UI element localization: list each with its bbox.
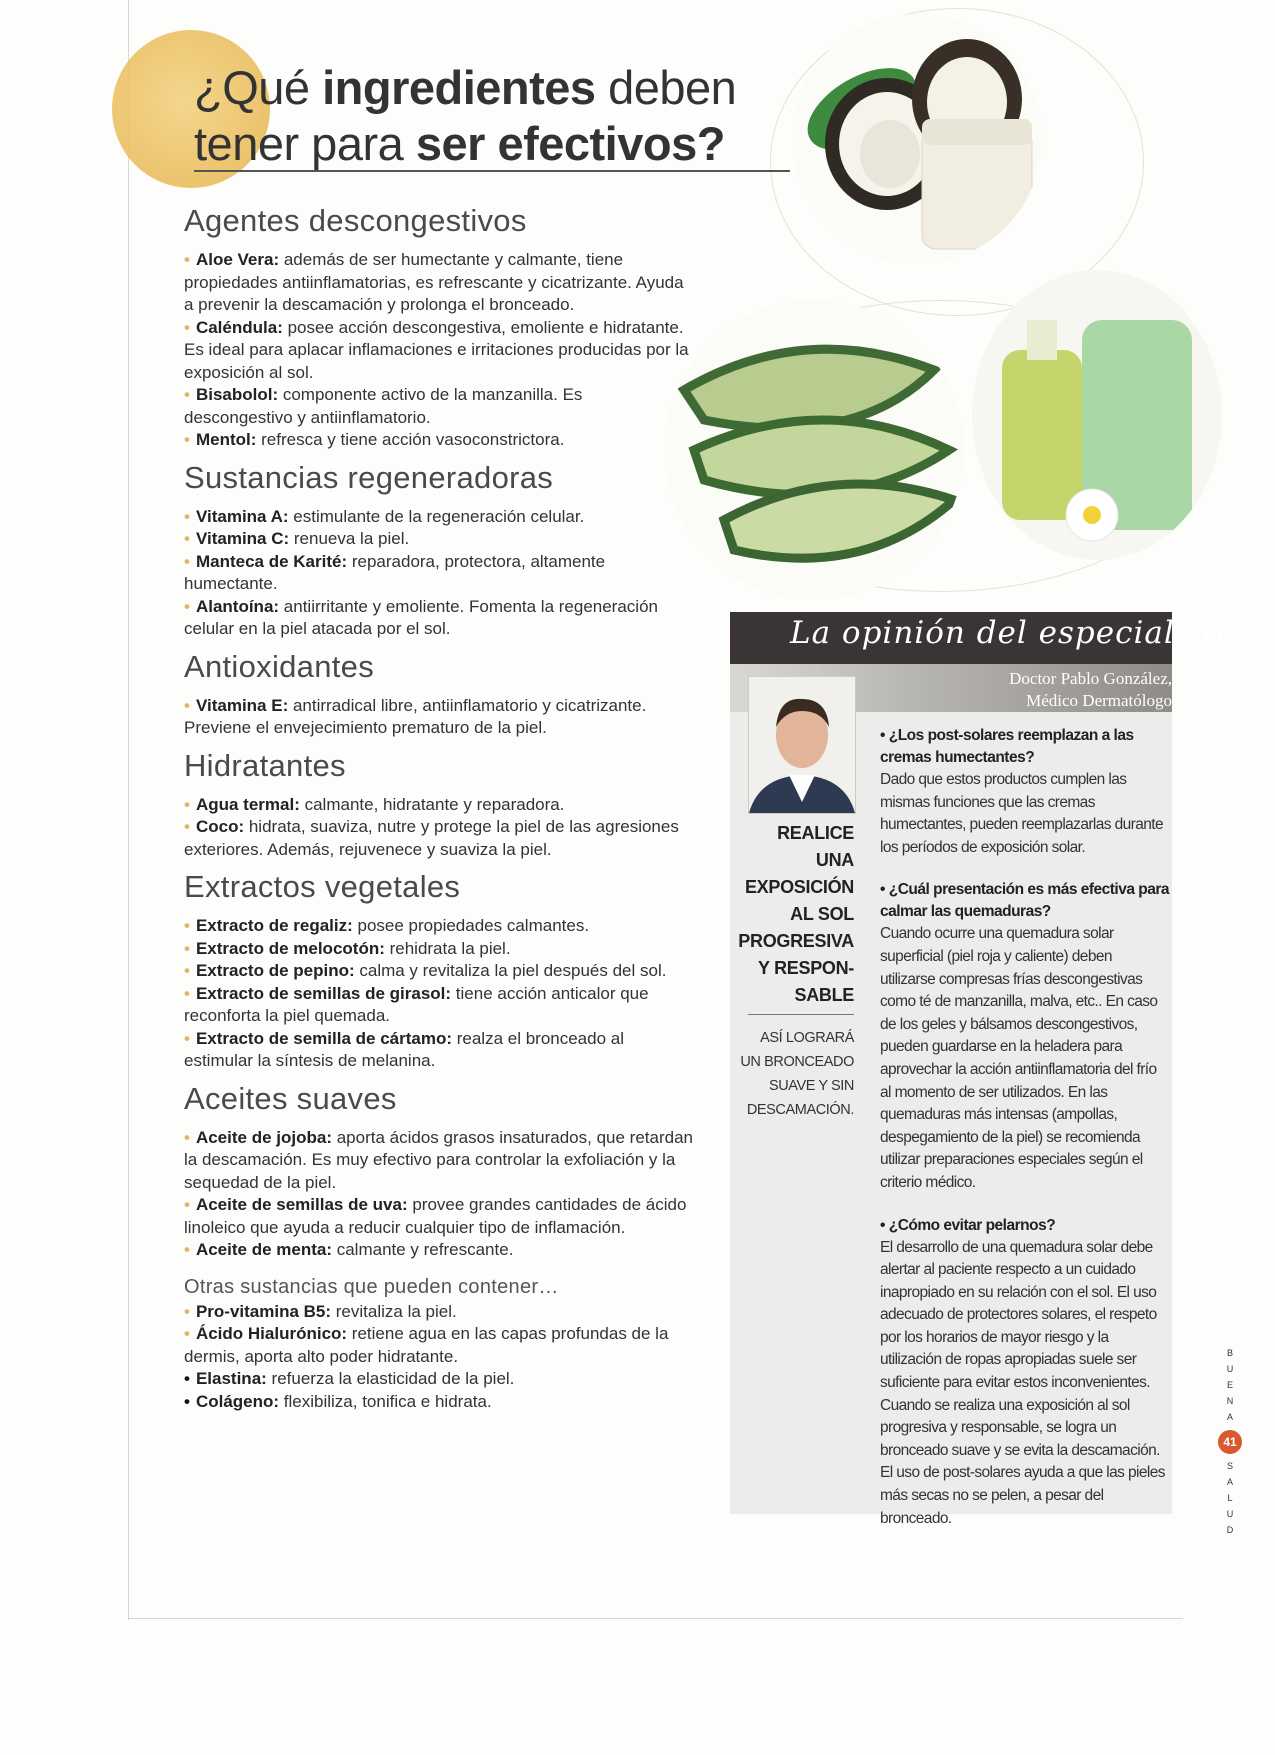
vertical-letter: A (1226, 1477, 1233, 1487)
ingredient-item (184, 551, 694, 596)
ingredient-term: Elastina: (195, 1369, 267, 1388)
bullet-icon: • (184, 1240, 190, 1259)
ingredient-description: flexibiliza, tonifica e hidrata. (279, 1391, 492, 1411)
pullquote-rule (748, 1014, 854, 1015)
vertical-letter: N (1226, 1396, 1234, 1406)
qa-paragraph: El desarrollo de una quemadura solar debe alertar al paciente respecto a un cuidado inapropiado en su relación con el sol. El uso adecuado de protectores solares, el respeto por los horarios de mayor riesgo y la utilización de ropas apropiadas suele ser suficiente para evitar estos inconvenientes. (880, 1238, 1157, 1392)
qa-question: • ¿Cuál presentación es más efectiva para calmar las quemaduras? (880, 881, 1170, 921)
page-edge (128, 0, 129, 1620)
ingredient-item (184, 816, 694, 861)
bullet-icon: • (184, 430, 190, 449)
headline-text: ser efectivos? (415, 117, 725, 170)
vertical-letter: U (1226, 1509, 1234, 1519)
ingredient-section (184, 869, 694, 1073)
ingredient-term: Aceite de jojoba: (195, 1127, 332, 1147)
bullet-icon: • (184, 916, 190, 935)
ingredient-description: reparadora, protectora, altamente humectante. (184, 551, 606, 593)
bullet-icon: • (184, 596, 190, 616)
bullet-icon: • (184, 938, 190, 958)
ingredient-term: Extracto de regaliz: (195, 916, 353, 935)
pullquote: REALICE UNA EXPOSICIÓN AL SOL PROGRESIVA Y RESPON-SABLE (738, 823, 854, 1005)
ingredients-column (184, 195, 694, 1413)
ingredient-term: Agua termal: (195, 794, 300, 814)
bullet-icon: • (184, 385, 190, 404)
coconut-photo (792, 14, 1042, 264)
section-title: Extractos vegetales (184, 869, 461, 904)
ingredient-term: Vitamina A: (195, 506, 289, 526)
ingredient-description: posee acción descongestiva, emoliente e hidratante. Es ideal para aplacar inflamaciones e irritaciones producidas por la exposición al sol. (184, 317, 689, 382)
ingredient-item (184, 1301, 694, 1324)
ingredient-section (184, 649, 694, 740)
headline-text: ¿Qué (194, 61, 323, 114)
headline-rule (194, 170, 790, 172)
brand-vertical-top (1224, 1345, 1236, 1425)
ingredient-item (184, 384, 694, 429)
ingredient-section (184, 748, 694, 862)
ingredient-item (184, 1391, 694, 1414)
bullet-icon: • (184, 506, 190, 526)
bullet-icon: • (184, 817, 190, 836)
section-title: Aceites suaves (184, 1080, 397, 1116)
ingredient-item (184, 506, 694, 529)
ingredient-item (184, 1323, 694, 1368)
ingredient-term: Vitamina C: (195, 529, 290, 548)
vertical-letter: D (1226, 1525, 1234, 1535)
ingredient-description: refuerza la elasticidad de la piel. (266, 1369, 515, 1388)
brand-vertical-bottom (1224, 1458, 1236, 1538)
ingredient-description: renueva la piel. (289, 529, 410, 548)
bullet-icon: • (184, 1369, 190, 1388)
ingredient-description: revitaliza la piel. (331, 1301, 457, 1321)
ingredient-term: Aloe Vera: (195, 250, 280, 269)
ingredient-description: aporta ácidos grasos insaturados, que retardan la descamación. Es muy efectivo para controlar la exfoliación y la sequedad de la piel. (184, 1127, 693, 1192)
ingredient-description: calmante, hidratante y reparadora. (299, 794, 565, 814)
vertical-letter: E (1226, 1380, 1233, 1390)
ingredient-term: Caléndula: (195, 317, 283, 337)
ingredient-description: calmante y refrescante. (332, 1240, 514, 1259)
page-headline (194, 60, 736, 172)
vertical-letter: L (1227, 1493, 1233, 1503)
ingredient-item (184, 695, 694, 740)
ingredient-description: antiirritante y emoliente. Fomenta la regeneración celular en la piel atacada por el sol. (184, 596, 658, 638)
bullet-icon: • (184, 1301, 190, 1321)
ingredient-term: Vitamina E: (195, 695, 289, 715)
ingredient-item (184, 960, 694, 983)
vertical-letter: B (1226, 1348, 1233, 1358)
qa-paragraph: Cuando se realiza una exposición al sol progresiva y responsable, se logra un bronceado suave y se evita la descamación. El uso de post-solares ayuda a que las pieles más secas no se pelen, a pesar del bronceado. (880, 1396, 1165, 1527)
ingredient-item (184, 938, 694, 961)
qa-block (880, 725, 1170, 859)
headline-text: deben (595, 61, 737, 114)
ingredient-item (184, 1028, 694, 1073)
vertical-letter: A (1226, 1412, 1233, 1422)
bullet-icon: • (184, 983, 190, 1003)
vertical-letter: S (1226, 1461, 1233, 1471)
ingredient-term: Extracto de pepino: (195, 961, 355, 980)
ingredient-item (184, 983, 694, 1028)
ingredient-description: antirradical libre, antiinflamatorio y cicatrizante. Previene el envejecimiento prematuro de la piel. (184, 695, 647, 737)
doctor-portrait (748, 676, 856, 814)
bullet-icon: • (184, 1391, 190, 1411)
ingredient-term: Mentol: (195, 430, 257, 449)
bullet-icon: • (184, 1127, 190, 1147)
ingredient-description: rehidrata la piel. (384, 938, 511, 958)
specialist-title: La opinión del especialista (790, 615, 1236, 651)
ingredient-item (184, 429, 694, 452)
ingredient-section (184, 203, 694, 452)
qa-answer (880, 769, 1170, 859)
bullet-icon: • (184, 1324, 190, 1343)
green-gel-bottles-photo (972, 270, 1222, 560)
bullet-icon: • (184, 317, 190, 337)
qa-block (880, 879, 1170, 1194)
ingredient-description: estimulante de la regeneración celular. (288, 506, 585, 526)
ingredient-item (184, 1127, 694, 1195)
other-substances-title: Otras sustancias que pueden contener… (184, 1275, 559, 1298)
ingredient-item (184, 794, 694, 817)
ingredient-section (184, 460, 694, 641)
headline-text: ingredientes (322, 61, 596, 114)
doctor-credit (1009, 668, 1172, 712)
ingredient-term: Manteca de Karité: (195, 551, 348, 571)
ingredient-section (184, 1081, 694, 1262)
bullet-icon: • (184, 1195, 190, 1214)
ingredient-description: provee grandes cantidades de ácido linoleico que ayuda a reducir cualquier tipo de inflamación. (184, 1195, 687, 1237)
ingredient-term: Pro-vitamina B5: (195, 1301, 332, 1321)
ingredient-term: Ácido Hialurónico: (195, 1324, 348, 1343)
ingredient-term: Alantoína: (195, 596, 280, 616)
ingredient-term: Extracto de semillas de girasol: (195, 983, 452, 1003)
ingredient-description: retiene agua en las capas profundas de la dermis, aporta alto poder hidratante. (184, 1324, 669, 1366)
qa-answer (880, 923, 1170, 1194)
pullquote-sub: ASÍ LOGRARÁ UN BRONCEADO SUAVE Y SIN DESCAMACIÓN. (740, 1030, 854, 1118)
section-title: Hidratantes (184, 747, 346, 783)
doctor-name: Doctor Pablo González, (1009, 669, 1172, 688)
bullet-icon: • (184, 695, 190, 715)
page-number: 41 (1218, 1430, 1242, 1454)
ingredient-description: además de ser humectante y calmante, tiene propiedades antiinflamatorias, es refrescante y cicatrizante. Ayuda a prevenir la descamación y prolonga el bronceado. (184, 250, 684, 314)
ingredient-term: Aceite de semillas de uva: (195, 1195, 408, 1214)
qa-answer (880, 1237, 1170, 1531)
ingredient-term: Aceite de menta: (195, 1240, 332, 1259)
qa-paragraph: Cuando ocurre una quemadura solar superficial (piel roja y caliente) deben utilizarse compresas frías descongestivas como té de manzanilla, malva, etc.. En caso de los geles y bálsamos descongestivos, pueden guardarse en la heladera para aprovechar la acción antiinflamatoria del frío al momento de ser utilizados. En las quemaduras más intensas (ampollas, despegamiento de la piel) se recomienda utilizar preparaciones especiales según el criterio médico. (880, 925, 1158, 1191)
ingredient-term: Bisabolol: (195, 385, 279, 404)
doctor-role: Médico Dermatólogo (1026, 691, 1172, 710)
bullet-icon: • (184, 794, 190, 814)
ingredient-item (184, 1368, 694, 1391)
bullet-icon: • (184, 1028, 190, 1048)
bullet-icon: • (184, 551, 190, 571)
ingredient-item (184, 1239, 694, 1262)
ingredient-description: posee propiedades calmantes. (352, 916, 590, 935)
section-title: Sustancias regeneradoras (184, 459, 554, 495)
ingredient-item (184, 249, 694, 317)
ingredient-term: Extracto de semilla de cártamo: (195, 1028, 452, 1048)
bullet-icon: • (184, 529, 190, 548)
section-title: Antioxidantes (184, 648, 375, 684)
qa-question: • ¿Los post-solares reemplazan a las cremas humectantes? (880, 727, 1134, 766)
bottom-rule (128, 1618, 1183, 1619)
ingredient-description: refresca y tiene acción vasoconstrictora. (256, 430, 565, 449)
ingredient-description: hidrata, suaviza, nutre y protege la piel de las agresiones exteriores. Además, rejuvenece y suaviza la piel. (184, 817, 679, 859)
qa-paragraph: Dado que estos productos cumplen las mismas funciones que las cremas humectantes, pueden reemplazarlas durante los períodos de exposición solar. (880, 771, 1164, 856)
ingredient-item (184, 596, 694, 641)
headline-text: tener para (194, 117, 416, 170)
ingredient-item (184, 1194, 694, 1239)
ingredient-term: Extracto de melocotón: (195, 938, 385, 958)
ingredient-term: Colágeno: (195, 1391, 280, 1411)
bullet-icon: • (184, 961, 190, 980)
bullet-icon: • (184, 250, 190, 269)
ingredient-item (184, 528, 694, 551)
aloe-vera-photo (664, 300, 964, 600)
ingredient-term: Coco: (195, 817, 245, 836)
ingredient-item (184, 317, 694, 385)
qa-question: • ¿Cómo evitar pelarnos? (880, 1216, 1056, 1234)
ingredient-description: componente activo de la manzanilla. Es descongestivo y antiinflamatorio. (184, 385, 583, 427)
ingredient-description: tiene acción anticalor que reconforta la piel quemada. (184, 983, 649, 1025)
section-title: Agentes descongestivos (184, 203, 527, 238)
specialist-qa (880, 725, 1170, 1550)
ingredient-item (184, 915, 694, 938)
vertical-letter: U (1226, 1364, 1234, 1374)
other-substances (184, 1276, 694, 1414)
ingredient-description: calma y revitaliza la piel después del sol. (354, 961, 667, 980)
qa-block (880, 1215, 1170, 1531)
ingredient-description: realza el bronceado al estimular la síntesis de melanina. (184, 1028, 625, 1070)
